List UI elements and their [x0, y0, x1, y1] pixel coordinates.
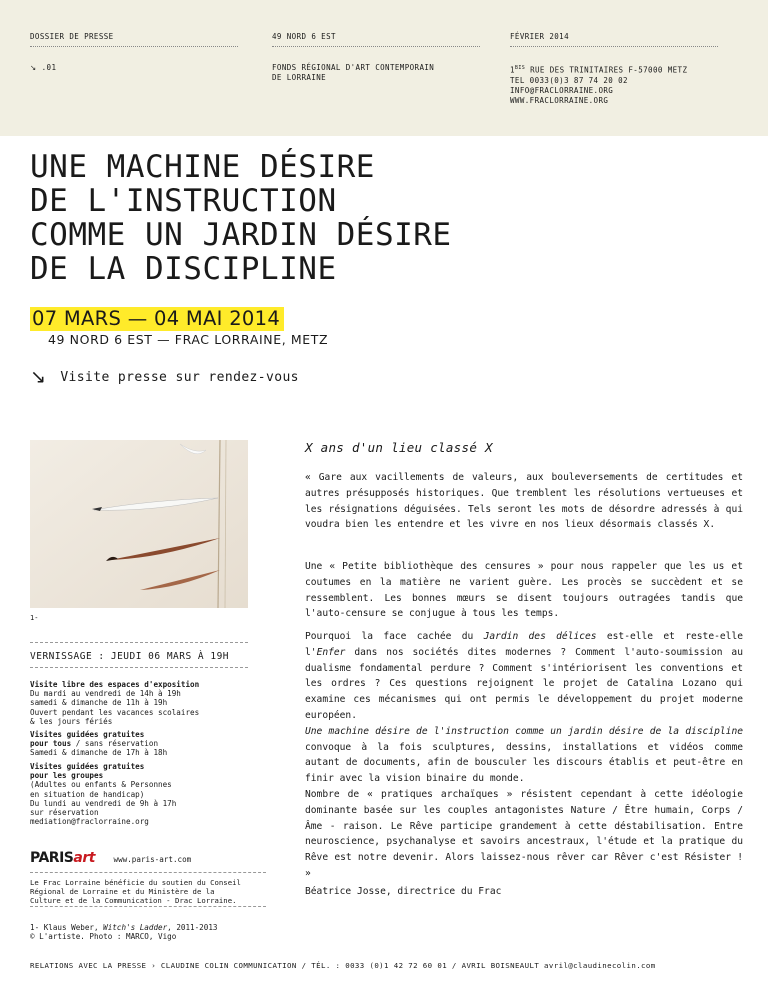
page-number: .01 — [41, 63, 57, 72]
feather-artwork-image — [30, 440, 248, 608]
arrow-down-right-icon: ↘ — [30, 366, 47, 388]
image-credit: 1- Klaus Weber, Witch's Ladder, 2011-2013 © L'artiste. Photo : MARCO, Vigo — [30, 923, 218, 942]
website-link[interactable]: WWW.FRACLORRAINE.ORG — [510, 95, 609, 105]
venue: 49 NORD 6 EST — FRAC LORRAINE, METZ — [48, 332, 329, 347]
header-col-institution: 49 NORD 6 EST FONDS RÉGIONAL D'ART CONTEMPORAIN DE LORRAINE — [272, 32, 480, 83]
paris-art-logo[interactable]: PARISart — [30, 850, 95, 866]
paris-art-partner — [30, 850, 248, 868]
email-link[interactable]: INFO@FRACLORRAINE.ORG — [510, 85, 614, 95]
arrow-down-right-icon: ↘ — [30, 63, 37, 72]
dashed-divider — [30, 667, 248, 668]
paris-art-url[interactable]: www.paris-art.com — [113, 855, 192, 864]
image-number: 1- — [30, 614, 39, 622]
signature: Béatrice Josse, directrice du Frac — [305, 886, 502, 897]
address: $1^{BIS}$ RUE DES TRINITAIRES F-57000 METZ — [510, 65, 688, 75]
dashed-divider — [30, 872, 266, 873]
header-col-press: DOSSIER DE PRESSE ↘ .01 — [30, 32, 238, 73]
exhibition-dates: 07 MARS — 04 MAI 2014 — [30, 307, 284, 331]
support-notice: Le Frac Lorraine bénéficie du soutien du Conseil Régional de Lorraine et du Ministère de la Culture et de la Communication - Drac Lorraine. — [30, 878, 241, 905]
header-col-contact: FÉVRIER 2014 $1^{BIS}$ RUE DES TRINITAIRES F-57000 METZ TEL 0033(0)3 87 74 20 02 INFO@FRACLORRAINE.ORG WWW.FRACLORRAINE.ORG — [510, 32, 718, 106]
dotted-divider — [510, 46, 718, 47]
exhibition-title: UNE MACHINE DÉSIRE DE L'INSTRUCTION COMME UN JARDIN DÉSIRE DE LA DISCIPLINE — [30, 149, 452, 287]
paragraph-2: Une « Petite bibliothèque des censures » pour nous rappeler que les us et coutumes en la matière ne varient guère. Les procès se succèdent et se ressemblent. Les bonnes mœurs se disent toujours outragées tandis que l'auto-censure se conjugue à tous les temps. — [305, 561, 743, 620]
paragraph-3: Pourquoi la face cachée du Jardin des délices est-elle et reste-elle l'Enfer dans nos sociétés dites modernes ? Comment l'auto-soumission au dualisme fondamental perdure ? Comment s'intériorisent les conventions et les ordres ? Ces questions rejoignent le projet de Catalina Lozano qui examine ces mécanismes qui ont permis le développement du projet moderne européen. Une machine désire de l'instruction comme un jardin désire de la discipline convoque à la fois sculptures, dessins, installations et vidéos comme autant de documents, afin de bousculer les discours établis et peut-être en finir avec la vision binaire du monde. — [305, 631, 743, 785]
opening-info: VERNISSAGE : JEUDI 06 MARS À 19H — [30, 651, 230, 662]
guided-visits-all: Visites guidées gratuites pour tous / sans réservation Samedi & dimanche de 17h à 18h — [30, 730, 168, 758]
guided-visits-groups: Visites guidées gratuites pour les groupes (Adultes ou enfants & Personnes en situation de handicap) Du lundi au vendredi de 9h à 17h sur réservation mediation@fraclorraine.org — [30, 762, 248, 826]
dashed-divider — [30, 906, 266, 907]
dotted-divider — [30, 46, 238, 47]
dashed-divider — [30, 642, 248, 643]
phone: TEL 0033(0)3 87 74 20 02 — [510, 75, 628, 85]
paragraph-4: Nombre de « pratiques archaïques » résistent cependant à cette idéologie dominante basée sur les couples antagonistes Nature / Être humain, Corps / Âme - raison. Le Rêve participe grandement à cette déstabilisation. Entre neuroscience, psychanalyse et savoirs ancestraux, l'étude et la pratique du Rêve est notre devenir. Alors laissez-nous rêver car Rêver c'est Résister ! » — [305, 789, 743, 879]
press-visit: ↘ Visite presse sur rendez-vous — [30, 366, 299, 388]
artwork-photo — [30, 440, 248, 608]
paragraph-1: « Gare aux vacillements de valeurs, aux bouleversements de certitudes et autres présupposés historiques. Que tremblent les résolutions vertueuses et les résignations déguisées. Tels seront les mots de désordre adressés à qui voudra bien les entendre et les vivre en nos lieux désormais classés X. — [305, 472, 743, 531]
dotted-divider — [272, 46, 480, 47]
section-title: X ans d'un lieu classé X — [305, 440, 493, 455]
mediation-email[interactable]: mediation@fraclorraine.org — [30, 817, 149, 827]
free-visit-info: Visite libre des espaces d'exposition Du mardi au vendredi de 14h à 19h samedi & dimanche de 11h à 19h Ouvert pendant les vacances scolaires & les jours fériés — [30, 680, 200, 726]
press-contact-footer: RELATIONS AVEC LA PRESSE › CLAUDINE COLIN COMMUNICATION / TÉL. : 0033 (0)1 42 72 60 01 / AVRIL BOISNEAULT avril@claudinecolin.com — [30, 961, 656, 970]
